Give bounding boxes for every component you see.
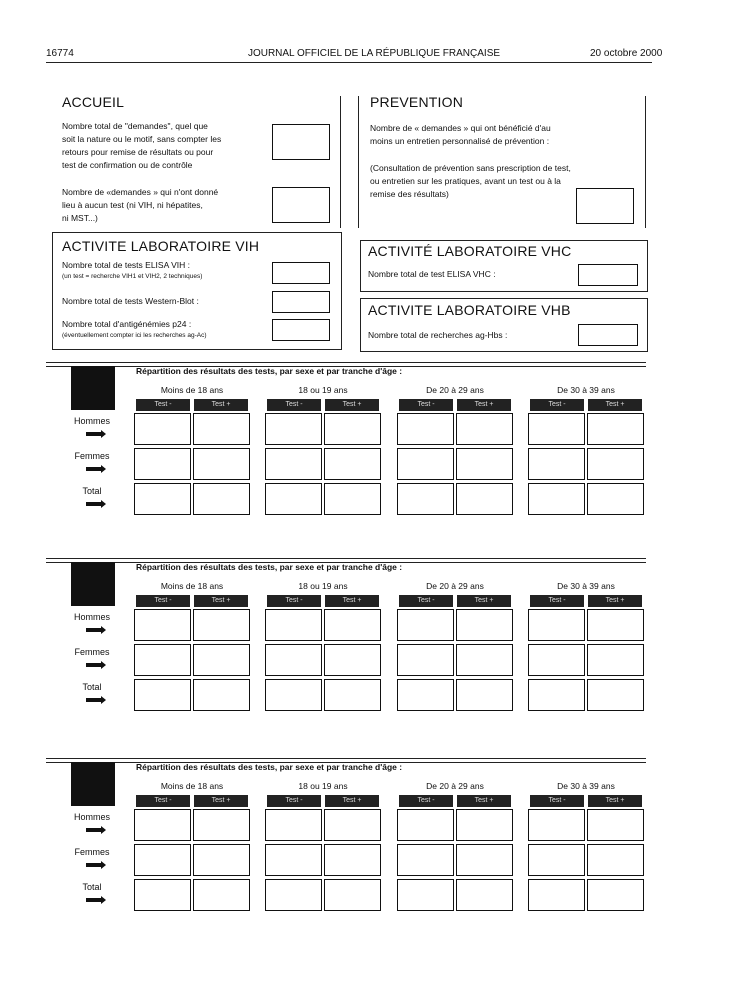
- vhc-title: ACTIVITÉ LABORATOIRE VHC: [368, 243, 572, 259]
- vhc-elisa-label: Nombre total de test ELISA VHC :: [368, 269, 496, 279]
- arrow-icon: [86, 828, 102, 832]
- rep-two-group-2-test-neg: Test -: [399, 595, 453, 607]
- rep-one-cell[interactable]: [587, 413, 644, 445]
- rep-three-cell[interactable]: [587, 879, 644, 911]
- rep-one-group-3-test-neg: Test -: [530, 399, 584, 411]
- rep-one-group-1-test-neg: Test -: [267, 399, 321, 411]
- rep-two-cell[interactable]: [134, 644, 191, 676]
- rep-two-group-1-test-pos: Test +: [325, 595, 379, 607]
- vih-western-box[interactable]: [272, 291, 330, 313]
- rep-two-cell[interactable]: [324, 679, 381, 711]
- vih-p24-box[interactable]: [272, 319, 330, 341]
- rep-three-cell[interactable]: [193, 844, 250, 876]
- vih-p24-label: Nombre total d'antigénémies p24 :: [62, 319, 192, 329]
- rep-three-cell[interactable]: [456, 844, 513, 876]
- page-number: 16774: [46, 48, 74, 59]
- rep-three-cell[interactable]: [193, 879, 250, 911]
- rep-three-cell[interactable]: [265, 879, 322, 911]
- arrow-icon: [86, 502, 102, 506]
- rep-one-row-label: Total: [82, 486, 102, 496]
- rep-two-cell[interactable]: [324, 644, 381, 676]
- vhb-ag-box[interactable]: [578, 324, 638, 346]
- prevention-q2: (Consultation de prévention sans prescription de test, ou entretien sur les pratiques, avant un test ou à la remise des résultats): [370, 163, 571, 199]
- prevention-box[interactable]: [576, 188, 634, 224]
- rep-one-group-0-test-pos: Test +: [194, 399, 248, 411]
- rep-two-marker: [71, 562, 115, 606]
- vih-western-label: Nombre total de tests Western-Blot :: [62, 296, 199, 306]
- rep-one-top-rule: [46, 362, 646, 363]
- rep-one-cell[interactable]: [324, 413, 381, 445]
- rep-one-group-1: 18 ou 19 ans: [298, 385, 348, 395]
- vhc-elisa-box[interactable]: [578, 264, 638, 286]
- rep-one-group-1-test-pos: Test +: [325, 399, 379, 411]
- rep-one-group-2: De 20 à 29 ans: [426, 385, 484, 395]
- rep-three-cell[interactable]: [265, 809, 322, 841]
- rep-three-cell[interactable]: [324, 844, 381, 876]
- rep-two-row-label: Femmes: [74, 647, 110, 657]
- rep-one-cell[interactable]: [265, 448, 322, 480]
- rep-one-group-2-test-neg: Test -: [399, 399, 453, 411]
- prevention-title: PREVENTION: [370, 94, 464, 110]
- rep-one-cell[interactable]: [134, 448, 191, 480]
- rep-three-cell[interactable]: [528, 809, 585, 841]
- rep-two-cell[interactable]: [528, 679, 585, 711]
- rep-three-group-2: De 20 à 29 ans: [426, 781, 484, 791]
- rep-one-cell[interactable]: [456, 448, 513, 480]
- rep-two-group-2-test-pos: Test +: [457, 595, 511, 607]
- rep-three-top-rule: [46, 758, 646, 759]
- rep-two-group-3-test-neg: Test -: [530, 595, 584, 607]
- accueil-q1: Nombre total de "demandes", quel que soit la nature ou le motif, sans compter les retours pour remise de résultats ou pour test de confirmation ou de contrôle: [62, 121, 222, 170]
- rep-two-group-1: 18 ou 19 ans: [298, 581, 348, 591]
- rep-one-title: Répartition des résultats des tests, par sexe et par tranche d'âge :: [136, 366, 403, 376]
- rep-two-group-0-test-neg: Test -: [136, 595, 190, 607]
- rep-three-group-1-test-neg: Test -: [267, 795, 321, 807]
- rep-three-cell[interactable]: [134, 809, 191, 841]
- rep-one-cell[interactable]: [587, 448, 644, 480]
- rep-three-group-1: 18 ou 19 ans: [298, 781, 348, 791]
- rep-two-cell[interactable]: [265, 609, 322, 641]
- rep-two-group-0: Moins de 18 ans: [160, 581, 224, 591]
- rep-three-cell[interactable]: [397, 809, 454, 841]
- rep-two-cell[interactable]: [193, 609, 250, 641]
- vih-elisa-box[interactable]: [272, 262, 330, 284]
- rep-three-cell[interactable]: [397, 879, 454, 911]
- journal-title: JOURNAL OFFICIEL DE LA RÉPUBLIQUE FRANÇAISE: [247, 48, 501, 59]
- rep-three-row-label: Hommes: [73, 812, 110, 822]
- rep-two-cell[interactable]: [528, 644, 585, 676]
- arrow-icon: [86, 698, 102, 702]
- rep-three-cell[interactable]: [587, 809, 644, 841]
- rep-one-cell[interactable]: [397, 483, 454, 515]
- vhb-title: ACTIVITE LABORATOIRE VHB: [368, 302, 571, 318]
- rep-two-cell[interactable]: [456, 644, 513, 676]
- rep-one-cell[interactable]: [324, 448, 381, 480]
- rep-three-row-label: Femmes: [74, 847, 110, 857]
- rep-three-group-2-test-neg: Test -: [399, 795, 453, 807]
- arrow-icon: [86, 432, 102, 436]
- rep-one-row-label: Femmes: [74, 451, 110, 461]
- vih-p24-note: (éventuellement compter ici les recherches ag-Ac): [62, 332, 207, 339]
- rep-three-cell[interactable]: [134, 844, 191, 876]
- rep-two-cell[interactable]: [397, 609, 454, 641]
- rep-two-cell[interactable]: [587, 679, 644, 711]
- rep-one-cell[interactable]: [528, 483, 585, 515]
- arrow-icon: [86, 898, 102, 902]
- rep-three-cell[interactable]: [134, 879, 191, 911]
- rep-three-cell[interactable]: [324, 879, 381, 911]
- rep-three-cell[interactable]: [528, 844, 585, 876]
- rep-two-title: Répartition des résultats des tests, par sexe et par tranche d'âge :: [136, 562, 403, 572]
- rep-three-group-0-test-pos: Test +: [194, 795, 248, 807]
- rep-three-group-3: De 30 à 39 ans: [557, 781, 615, 791]
- rep-two-cell[interactable]: [397, 679, 454, 711]
- rep-two-cell[interactable]: [193, 679, 250, 711]
- rep-two-cell[interactable]: [528, 609, 585, 641]
- rep-three-cell[interactable]: [265, 844, 322, 876]
- rep-one-group-3-test-pos: Test +: [588, 399, 642, 411]
- rep-one-cell[interactable]: [587, 483, 644, 515]
- rep-three-cell[interactable]: [528, 879, 585, 911]
- rep-one-cell[interactable]: [324, 483, 381, 515]
- rep-two-cell[interactable]: [456, 609, 513, 641]
- rep-three-cell[interactable]: [456, 809, 513, 841]
- rep-two-row-label: Hommes: [73, 612, 110, 622]
- vih-elisa-note: (un test = recherche VIH1 et VIH2, 2 techniques): [62, 273, 203, 280]
- rep-one-cell[interactable]: [193, 483, 250, 515]
- rep-two-group-2: De 20 à 29 ans: [426, 581, 484, 591]
- rep-two-cell[interactable]: [265, 679, 322, 711]
- rep-two-cell[interactable]: [397, 644, 454, 676]
- rep-three-group-0: Moins de 18 ans: [160, 781, 224, 791]
- rep-two-group-0-test-pos: Test +: [194, 595, 248, 607]
- accueil-sans-test-box[interactable]: [272, 187, 330, 223]
- rep-one-cell[interactable]: [397, 413, 454, 445]
- rep-three-group-2-test-pos: Test +: [457, 795, 511, 807]
- prevention-right-rule: [645, 96, 646, 228]
- prevention-q1: Nombre de « demandes » qui ont bénéficié d'au moins un entretien personnalisé de prévention :: [370, 123, 551, 146]
- rep-two-cell[interactable]: [265, 644, 322, 676]
- rep-three-cell[interactable]: [456, 879, 513, 911]
- rep-three-group-3-test-neg: Test -: [530, 795, 584, 807]
- rep-one-cell[interactable]: [134, 413, 191, 445]
- vih-elisa-label: Nombre total de tests ELISA VIH :: [62, 260, 191, 270]
- accueil-divider: [340, 96, 341, 228]
- rep-one-cell[interactable]: [456, 413, 513, 445]
- rep-two-top-rule: [46, 558, 646, 559]
- rep-two-group-3-test-pos: Test +: [588, 595, 642, 607]
- rep-one-cell[interactable]: [193, 448, 250, 480]
- rep-three-cell[interactable]: [324, 809, 381, 841]
- rep-one-cell[interactable]: [265, 483, 322, 515]
- arrow-icon: [86, 863, 102, 867]
- rep-two-cell[interactable]: [587, 644, 644, 676]
- rep-one-group-0-test-neg: Test -: [136, 399, 190, 411]
- accueil-demandes-box[interactable]: [272, 124, 330, 160]
- rep-one-cell[interactable]: [134, 483, 191, 515]
- rep-one-row-label: Hommes: [73, 416, 110, 426]
- arrow-icon: [86, 467, 102, 471]
- rep-three-group-3-test-pos: Test +: [588, 795, 642, 807]
- rep-one-cell[interactable]: [193, 413, 250, 445]
- issue-date: 20 octobre 2000: [590, 48, 663, 59]
- rep-two-cell[interactable]: [134, 609, 191, 641]
- rep-three-cell[interactable]: [397, 844, 454, 876]
- rep-three-cell[interactable]: [193, 809, 250, 841]
- rep-three-marker: [71, 762, 115, 806]
- rep-two-cell[interactable]: [193, 644, 250, 676]
- rep-one-cell[interactable]: [456, 483, 513, 515]
- header-rule: [46, 62, 652, 63]
- rep-two-group-3: De 30 à 39 ans: [557, 581, 615, 591]
- rep-three-group-0-test-neg: Test -: [136, 795, 190, 807]
- rep-three-row-label: Total: [82, 882, 102, 892]
- rep-two-row-label: Total: [82, 682, 102, 692]
- rep-one-cell[interactable]: [265, 413, 322, 445]
- vih-title: ACTIVITE LABORATOIRE VIH: [62, 238, 260, 254]
- arrow-icon: [86, 663, 102, 667]
- rep-one-cell[interactable]: [397, 448, 454, 480]
- rep-two-cell[interactable]: [587, 609, 644, 641]
- rep-three-cell[interactable]: [587, 844, 644, 876]
- rep-three-group-1-test-pos: Test +: [325, 795, 379, 807]
- vhb-ag-label: Nombre total de recherches ag-Hbs :: [368, 330, 508, 340]
- accueil-q2: Nombre de «demandes » qui n'ont donné lieu à aucun test (ni VIH, ni hépatites, ni MST...): [62, 187, 219, 223]
- rep-one-marker: [71, 366, 115, 410]
- arrow-icon: [86, 628, 102, 632]
- rep-two-cell[interactable]: [134, 679, 191, 711]
- rep-three-title: Répartition des résultats des tests, par sexe et par tranche d'âge :: [136, 762, 403, 772]
- rep-one-group-0: Moins de 18 ans: [160, 385, 224, 395]
- rep-one-group-2-test-pos: Test +: [457, 399, 511, 411]
- rep-one-cell[interactable]: [528, 448, 585, 480]
- prevention-left-rule: [358, 96, 359, 228]
- rep-two-cell[interactable]: [456, 679, 513, 711]
- rep-one-cell[interactable]: [528, 413, 585, 445]
- rep-two-group-1-test-neg: Test -: [267, 595, 321, 607]
- accueil-title: ACCUEIL: [62, 94, 125, 110]
- rep-two-cell[interactable]: [324, 609, 381, 641]
- rep-one-group-3: De 30 à 39 ans: [557, 385, 615, 395]
